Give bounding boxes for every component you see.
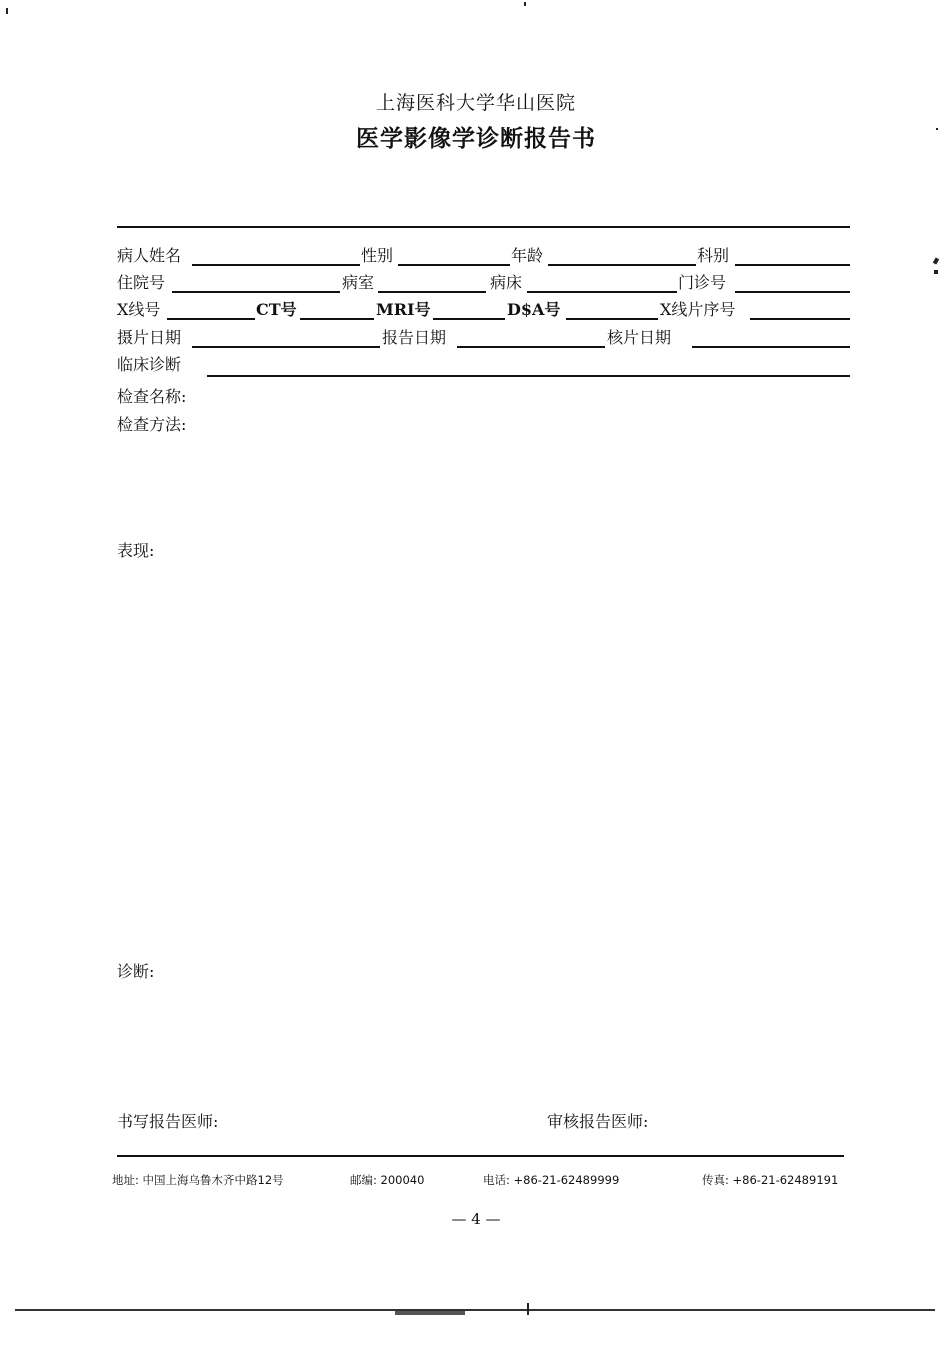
department-label: 科别 bbox=[697, 246, 730, 265]
patient-name-label: 病人姓名 bbox=[117, 246, 182, 265]
clinical-diagnosis-label: 临床诊断 bbox=[117, 355, 182, 374]
exam-name-label: 检查名称: bbox=[117, 387, 187, 406]
xray-film-seq-label: X线片序号 bbox=[660, 300, 736, 319]
ct-no-blank[interactable] bbox=[300, 318, 374, 320]
xray-no-label: X线号 bbox=[117, 300, 161, 319]
hospital-name: 上海医科大学华山医院 bbox=[375, 92, 576, 114]
patient-name-blank[interactable] bbox=[192, 264, 360, 266]
bed-label: 病床 bbox=[490, 273, 523, 292]
outpatient-no-label: 门诊号 bbox=[678, 273, 727, 292]
inpatient-no-label: 住院号 bbox=[117, 273, 166, 292]
outpatient-no-blank[interactable] bbox=[735, 291, 850, 293]
scan-dot bbox=[6, 8, 8, 14]
scan-tick bbox=[527, 1303, 529, 1315]
findings-label: 表现: bbox=[117, 541, 155, 560]
scan-dot bbox=[936, 128, 938, 130]
scan-mark bbox=[933, 257, 939, 264]
film-date-blank[interactable] bbox=[192, 346, 380, 348]
dsa-no-label: D$A号 bbox=[507, 300, 561, 319]
age-blank[interactable] bbox=[548, 264, 696, 266]
ward-label: 病室 bbox=[342, 273, 375, 292]
mri-no-blank[interactable] bbox=[433, 318, 505, 320]
clinical-diagnosis-blank[interactable] bbox=[207, 375, 850, 377]
footer-postcode: 邮编: 200040 bbox=[350, 1173, 425, 1187]
writer-doctor-label: 书写报告医师: bbox=[117, 1112, 219, 1131]
ward-blank[interactable] bbox=[378, 291, 486, 293]
diagnosis-label: 诊断: bbox=[117, 962, 155, 981]
footer-address: 地址: 中国上海乌鲁木齐中路12号 bbox=[112, 1173, 284, 1187]
age-label: 年龄 bbox=[511, 246, 544, 265]
footer-fax: 传真: +86-21-62489191 bbox=[702, 1173, 839, 1187]
xray-no-blank[interactable] bbox=[167, 318, 255, 320]
ct-no-label: CT号 bbox=[256, 300, 297, 319]
dsa-no-blank[interactable] bbox=[566, 318, 658, 320]
sex-label: 性别 bbox=[361, 246, 394, 265]
sex-blank[interactable] bbox=[398, 264, 510, 266]
exam-method-label: 检查方法: bbox=[117, 415, 187, 434]
footer-phone: 电话: +86-21-62489999 bbox=[483, 1173, 620, 1187]
scan-dot bbox=[524, 2, 526, 6]
scan-edge-line bbox=[15, 1309, 935, 1311]
report-date-label: 报告日期 bbox=[382, 328, 447, 347]
reviewer-doctor-label: 审核报告医师: bbox=[547, 1112, 649, 1131]
header-rule bbox=[117, 226, 850, 228]
mri-no-label: MRI号 bbox=[376, 300, 431, 319]
scan-mark bbox=[934, 270, 938, 274]
footer-rule bbox=[117, 1155, 844, 1157]
film-date-label: 摄片日期 bbox=[117, 328, 182, 347]
page-number: — 4 — bbox=[451, 1210, 501, 1228]
xray-film-seq-blank[interactable] bbox=[750, 318, 850, 320]
verify-date-blank[interactable] bbox=[692, 346, 850, 348]
report-title: 医学影像学诊断报告书 bbox=[356, 125, 596, 152]
report-date-blank[interactable] bbox=[457, 346, 605, 348]
bed-blank[interactable] bbox=[527, 291, 677, 293]
inpatient-no-blank[interactable] bbox=[172, 291, 340, 293]
department-blank[interactable] bbox=[735, 264, 850, 266]
verify-date-label: 核片日期 bbox=[607, 328, 672, 347]
scan-smudge bbox=[395, 1311, 465, 1315]
